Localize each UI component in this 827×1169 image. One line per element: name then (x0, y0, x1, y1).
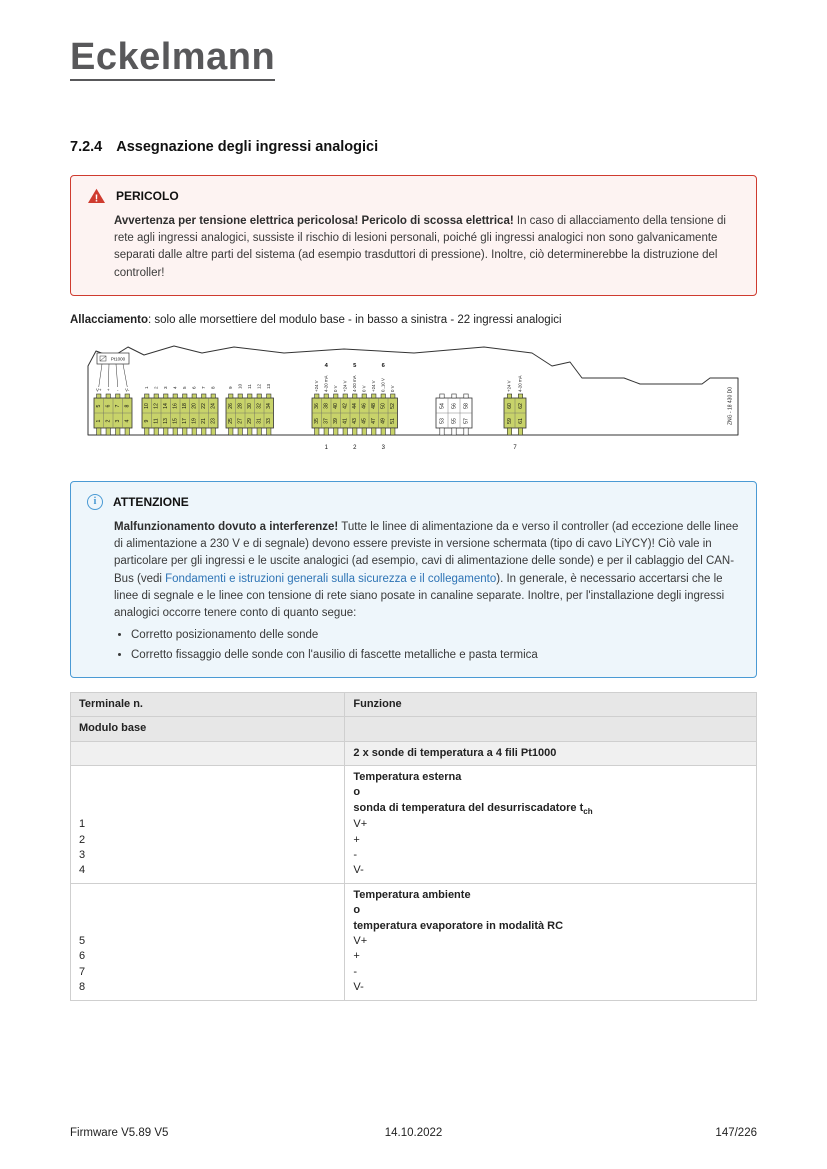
terminal-table (70, 692, 757, 1001)
svg-text:48: 48 (371, 403, 378, 409)
svg-text:61: 61 (517, 418, 524, 424)
svg-text:27: 27 (237, 418, 244, 424)
svg-text:19: 19 (191, 418, 198, 424)
svg-text:9: 9 (144, 419, 151, 423)
attention-body-1: Tutte le linee di alimentazione da e verso il controller (ad eccezione delle linee di alimentazione a 230 V e di segnale) devono essere previste in versione schermata (tipo di cavo LiYCY)! Ciò vale in particolare per gli ingressi e le uscite analogici (ad esempio, cavi di alimentazione delle sonde) e per il cablaggio del CAN-Bus (vedi (114, 520, 739, 585)
danger-title: PERICOLO (116, 188, 179, 203)
attention-bullet-list (114, 627, 740, 664)
svg-text:3: 3 (162, 386, 168, 389)
svg-text:6: 6 (191, 386, 197, 389)
svg-text:46: 46 (361, 403, 368, 409)
terminal-table-body (71, 717, 757, 1000)
svg-text:18: 18 (182, 403, 189, 409)
attention-header (87, 494, 740, 510)
svg-text:12: 12 (256, 383, 262, 389)
svg-text:5: 5 (353, 362, 357, 369)
section-number: 7.2.4 (70, 138, 103, 155)
svg-text:60: 60 (506, 403, 513, 409)
svg-text:8: 8 (124, 404, 131, 408)
svg-text:0..10 V: 0..10 V (380, 377, 386, 392)
svg-text:53: 53 (439, 418, 446, 424)
terminal-block-5 (436, 394, 472, 435)
attention-text (114, 519, 740, 664)
warning-icon (87, 188, 106, 204)
svg-text:33: 33 (266, 418, 273, 424)
svg-text:6: 6 (381, 362, 385, 369)
svg-text:26: 26 (228, 403, 235, 409)
module-subheader-row (71, 717, 757, 741)
svg-text:1: 1 (96, 419, 103, 423)
svg-text:30: 30 (247, 403, 254, 409)
danger-lead: Avvertenza per tensione elettrica pericolosa! Pericolo di scossa elettrica! (114, 214, 514, 227)
terminal-block-3 (226, 394, 274, 435)
svg-text:10: 10 (237, 383, 243, 389)
svg-text:50: 50 (380, 403, 387, 409)
terminal-diagram-svg (84, 340, 744, 454)
section-heading (70, 139, 757, 155)
svg-text:7: 7 (200, 386, 206, 389)
svg-text:55: 55 (451, 418, 458, 424)
function-cell: Temperatura esterna o sonda di temperatura del desurriscadatore $t_{ch}$ V+ + - V- (345, 766, 757, 884)
footer-page-number: 147/226 (715, 1127, 757, 1139)
svg-text:12: 12 (153, 403, 160, 409)
danger-header (87, 188, 740, 204)
svg-text:37: 37 (323, 418, 330, 424)
svg-text:11: 11 (153, 418, 160, 424)
svg-text:0 V: 0 V (332, 385, 338, 392)
svg-text:40: 40 (333, 403, 340, 409)
attention-body-2: ). In generale, è necessario accertarsi che le linee di segnale e le linee con tensione di rete siano posate in canaline separate. Inoltre, per l'installazione degli ingressi analogici occorre tenere conto di quanto segue: (114, 572, 725, 620)
svg-text:29: 29 (247, 418, 254, 424)
svg-text:28: 28 (237, 403, 244, 409)
svg-text:31: 31 (256, 418, 263, 424)
cross-reference-link[interactable]: Fondamenti e istruzioni generali sulla sicurezza e il collegamento (165, 572, 497, 585)
bullet-item: • Corretto posizionamento delle sonde (131, 627, 740, 644)
svg-text:25: 25 (228, 418, 235, 424)
svg-text:43: 43 (352, 418, 359, 424)
svg-text:8: 8 (210, 386, 216, 389)
svg-text:3: 3 (115, 419, 122, 423)
svg-text:V+: V+ (96, 387, 102, 393)
svg-text:2: 2 (105, 419, 112, 423)
svg-text:6: 6 (105, 404, 112, 408)
svg-text:22: 22 (201, 403, 208, 409)
svg-text:59: 59 (506, 418, 513, 424)
svg-text:7: 7 (115, 404, 122, 408)
svg-text:+: + (106, 387, 110, 393)
svg-text:51: 51 (390, 418, 397, 424)
svg-text:13: 13 (163, 418, 170, 424)
page-footer (70, 1127, 757, 1139)
svg-text:0 V: 0 V (389, 385, 395, 392)
svg-text:32: 32 (256, 403, 263, 409)
svg-text:4-20 mA: 4-20 mA (323, 375, 329, 392)
svg-text:62: 62 (517, 403, 524, 409)
svg-text:+24 V: +24 V (313, 380, 319, 392)
empty-cell (345, 717, 757, 741)
terminal-group-numbers (325, 445, 518, 451)
danger-body: In caso di allacciamento della tensione di rete agli ingressi analogici, sussiste il rischio di lesioni personali, poiché gli ingressi analogici non sono galvanicamente separati dalle altre parti del sistema (ad esempio trasduttori di pressione). Inoltre, ciò determinerebbe la distruzione del controller! (114, 214, 726, 279)
svg-text:10: 10 (144, 403, 151, 409)
info-icon (87, 494, 103, 510)
terminal-numbers-cell: 5 6 7 8 (71, 883, 345, 1000)
svg-text:39: 39 (333, 418, 340, 424)
attention-title: ATTENZIONE (113, 494, 189, 509)
svg-text:35: 35 (314, 418, 321, 424)
svg-text:57: 57 (463, 418, 470, 424)
svg-text:16: 16 (172, 403, 179, 409)
connection-note (70, 314, 757, 326)
svg-text:41: 41 (342, 418, 349, 424)
footer-date: 14.10.2022 (384, 1127, 443, 1139)
terminal-block-4 (312, 394, 398, 435)
svg-text:14: 14 (163, 403, 170, 409)
svg-text:4: 4 (172, 386, 178, 389)
svg-text:52: 52 (390, 403, 397, 409)
svg-text:34: 34 (266, 403, 273, 409)
svg-text:54: 54 (439, 403, 446, 409)
footer-firmware: Firmware V5.89 V5 (70, 1127, 169, 1139)
terminal-diagram (84, 340, 757, 459)
terminal-row (71, 766, 757, 884)
danger-box (70, 175, 757, 296)
connection-text: : solo alle morsettiere del modulo base - in basso a sinistra - 22 ingressi analogici (147, 313, 562, 326)
svg-text:9: 9 (227, 386, 233, 389)
terminal-row (71, 883, 757, 1000)
svg-text:7: 7 (513, 444, 517, 451)
svg-text:1: 1 (143, 386, 149, 389)
board-code-label: ZNG - 18 430 D0 (727, 386, 734, 425)
svg-text:49: 49 (380, 418, 387, 424)
attention-lead: Malfunzionamento dovuto a interferenze! (114, 520, 339, 533)
table-header-row (71, 692, 757, 716)
svg-text:2: 2 (353, 444, 357, 451)
svg-text:V-: V- (125, 387, 130, 393)
svg-text:0 V: 0 V (361, 385, 367, 392)
svg-text:4: 4 (124, 419, 131, 423)
svg-text:11: 11 (246, 384, 252, 389)
svg-text:45: 45 (361, 418, 368, 424)
svg-text:44: 44 (352, 403, 359, 409)
svg-text:4-20 mA: 4-20 mA (351, 375, 357, 392)
svg-text:-: - (117, 387, 119, 393)
svg-text:15: 15 (172, 418, 179, 424)
svg-text:24: 24 (210, 403, 217, 409)
brand-logo: Eckelmann (70, 38, 275, 81)
module-subheader-cell: Modulo base (71, 717, 345, 741)
svg-text:Pt1000: Pt1000 (110, 356, 126, 362)
svg-text:5: 5 (181, 386, 187, 389)
svg-text:2: 2 (153, 386, 159, 389)
svg-text:4: 4 (324, 362, 328, 369)
svg-text:+24 V: +24 V (370, 380, 376, 392)
svg-text:13: 13 (265, 383, 271, 389)
svg-text:20: 20 (191, 403, 198, 409)
svg-text:3: 3 (381, 444, 385, 451)
section-title-cell: 2 x sonde di temperatura a 4 fili Pt1000 (345, 741, 757, 765)
connection-label: Allacciamento (70, 313, 148, 326)
terminal-column-header: Terminale n. (71, 692, 345, 716)
section-title: Assegnazione degli ingressi analogici (116, 138, 379, 155)
svg-text:5: 5 (96, 404, 103, 408)
info-icon-glyph: i (93, 496, 97, 508)
terminal-numbers-cell: 1 2 3 4 (71, 766, 345, 884)
danger-text (114, 213, 740, 282)
svg-text:17: 17 (182, 418, 189, 424)
warning-icon-glyph: ! (94, 192, 99, 204)
svg-text:56: 56 (451, 403, 458, 409)
svg-text:42: 42 (342, 403, 349, 409)
function-column-header: Funzione (345, 692, 757, 716)
svg-text:47: 47 (371, 418, 378, 424)
empty-cell (71, 741, 345, 765)
attention-box (70, 481, 757, 678)
svg-text:21: 21 (201, 418, 208, 424)
svg-text:+24 V: +24 V (506, 380, 512, 392)
bullet-item: • Corretto fissaggio delle sonde con l'ausilio di fascette metalliche e pasta termica (131, 647, 740, 664)
svg-text:1: 1 (324, 444, 328, 451)
svg-text:38: 38 (323, 403, 330, 409)
svg-text:23: 23 (210, 418, 217, 424)
svg-text:36: 36 (314, 403, 321, 409)
svg-text:4-20 mA: 4-20 mA (517, 375, 523, 392)
function-cell: Temperatura ambiente o temperatura evaporatore in modalità RC V+ + - V- (345, 883, 757, 1000)
svg-text:+24 V: +24 V (342, 380, 348, 392)
svg-text:58: 58 (463, 403, 470, 409)
section-title-row (71, 741, 757, 765)
